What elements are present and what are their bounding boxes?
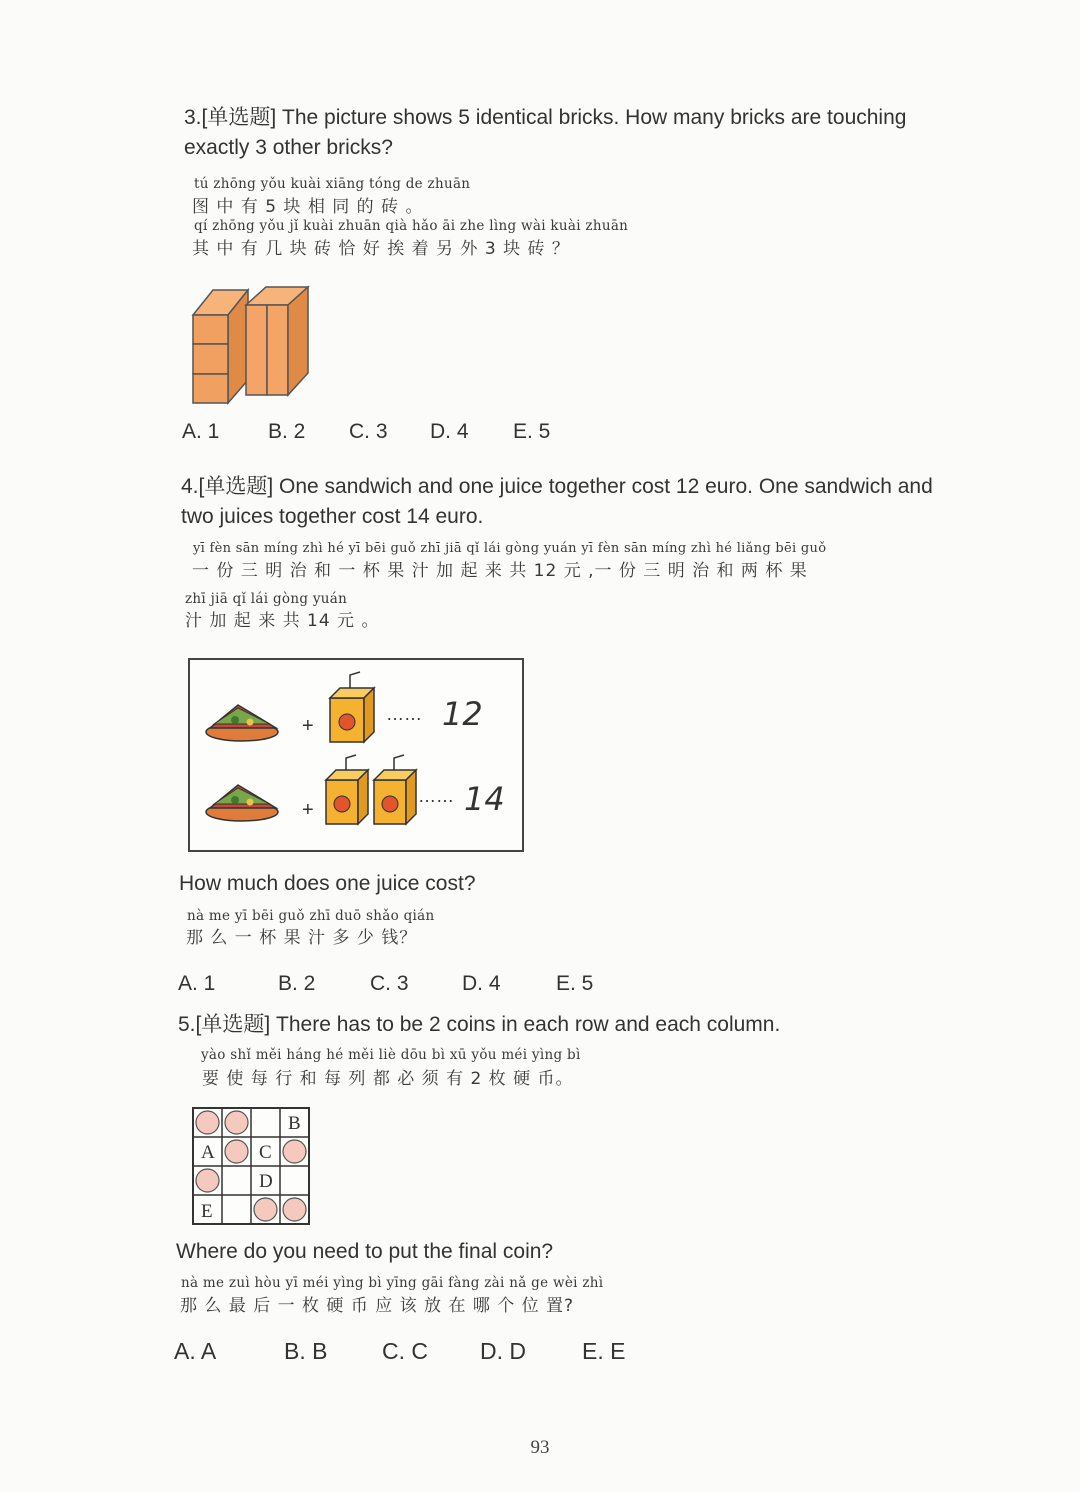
q5-pinyin-line-2: nà me zuì hòu yī méi yìng bì yīng gāi fàng zài nǎ ge wèi zhì — [181, 1275, 604, 1291]
q5-pinyin-line-1: yào shǐ měi háng hé měi liè dōu bì xū yǒu méi yìng bì — [201, 1047, 581, 1063]
brick-3 — [193, 374, 228, 403]
coin — [225, 1111, 248, 1134]
q3-hanzi-line-1: 图 中 有 5 块 相 同 的 砖 。 — [192, 197, 424, 217]
q4-pinyin-line-1: yī fèn sān míng zhì hé yī bēi guǒ zhī jiā qǐ lái gòng yuán yī fèn sān míng zhì hé liǎng bēi guǒ — [193, 541, 827, 556]
q3-pinyin-line-1: tú zhōng yǒu kuài xiāng tóng de zhuān — [194, 176, 471, 192]
page-number: 93 — [530, 1437, 550, 1458]
q4-hanzi-line-3: 那 么 一 杯 果 汁 多 少 钱？ — [186, 928, 418, 948]
dots-1: …… — [386, 704, 422, 724]
bricks-figure — [188, 285, 318, 407]
q5-hanzi-line-2: 那 么 最 后 一 枚 硬 币 应 该 放 在 哪 个 位 置? — [180, 1296, 575, 1316]
grid-label-a[interactable]: A — [201, 1142, 215, 1163]
price-14: 14 — [464, 780, 505, 818]
brick-1 — [193, 315, 228, 344]
q3-option-c[interactable]: C. 3 — [349, 420, 388, 443]
juice-box-icon-3 — [374, 755, 416, 824]
q3-option-d[interactable]: D. 4 — [430, 420, 469, 443]
q4-hanzi-line-2: 汁 加 起 来 共 14 元 。 — [185, 611, 380, 631]
q4-title: 4.[单选题] One sandwich and one juice together cost 12 euro. One sandwich and two juices together cost 14 euro. — [181, 475, 933, 528]
q5-option-d[interactable]: D. D — [480, 1338, 526, 1364]
brick-5 — [267, 305, 288, 395]
q3-pinyin-line-2: qí zhōng yǒu jǐ kuài zhuān qià hǎo āi zhe lìng wài kuài zhuān — [194, 218, 629, 234]
q5-options — [174, 1338, 634, 1370]
price-12: 12 — [442, 695, 483, 733]
dots-2: …… — [418, 786, 454, 806]
q5-option-a[interactable]: A. A — [174, 1338, 217, 1364]
q4-pinyin-line-2: zhī jiā qǐ lái gòng yuán — [185, 591, 348, 607]
q4-option-e[interactable]: E. 5 — [556, 972, 594, 995]
q5-sub-question: Where do you need to put the final coin? — [176, 1240, 554, 1263]
coin — [254, 1198, 277, 1221]
grid-label-b[interactable]: B — [288, 1113, 301, 1134]
q4-option-b[interactable]: B. 2 — [278, 972, 316, 995]
q4-pinyin-line-3: nà me yī bēi guǒ zhī duō shǎo qián — [187, 908, 435, 924]
grid-label-e[interactable]: E — [201, 1201, 213, 1222]
q3-option-a[interactable]: A. 1 — [182, 420, 220, 443]
q3-option-e[interactable]: E. 5 — [513, 420, 551, 443]
q4-options — [178, 972, 608, 1000]
q3-option-b[interactable]: B. 2 — [268, 420, 306, 443]
q3-hanzi-line-2: 其 中 有 几 块 砖 恰 好 挨 着 另 外 3 块 砖 ？ — [192, 239, 570, 259]
grid-label-c[interactable]: C — [259, 1142, 272, 1163]
coin — [225, 1140, 248, 1163]
q4-sub-question: How much does one juice cost? — [179, 872, 476, 895]
juice-box-icon-1 — [330, 672, 374, 742]
brick-4 — [246, 305, 267, 395]
juice-box-icon-2 — [326, 755, 368, 824]
q5-title: 5.[单选题] There has to be 2 coins in each row and each column. — [178, 1013, 781, 1036]
q4-option-a[interactable]: A. 1 — [178, 972, 216, 995]
q5-hanzi-line-1: 要 使 每 行 和 每 列 都 必 须 有 2 枚 硬 币。 — [202, 1069, 574, 1089]
coin-grid — [192, 1107, 312, 1227]
plus-sign-2: + — [302, 799, 314, 821]
sandwich-icon-1 — [206, 705, 278, 741]
q5-option-b[interactable]: B. B — [284, 1338, 328, 1364]
coin — [283, 1140, 306, 1163]
q3-options — [182, 420, 582, 448]
sandwich-icon-2 — [206, 785, 278, 821]
grid-label-d[interactable]: D — [259, 1171, 273, 1192]
q4-option-d[interactable]: D. 4 — [462, 972, 501, 995]
brick-2 — [193, 344, 228, 374]
coin — [283, 1198, 306, 1221]
q4-option-c[interactable]: C. 3 — [370, 972, 409, 995]
q3-title: 3.[单选题] The picture shows 5 identical bricks. How many bricks are touching exactly 3 other bricks? — [184, 106, 907, 159]
coin — [196, 1169, 219, 1192]
coin — [196, 1111, 219, 1134]
q4-hanzi-line-1: 一 份 三 明 治 和 一 杯 果 汁 加 起 来 共 12 元 ,一 份 三 明 治 和 两 杯 果 — [192, 561, 808, 581]
q5-option-e[interactable]: E. E — [582, 1338, 626, 1364]
plus-sign-1: + — [302, 715, 314, 737]
q5-option-c[interactable]: C. C — [382, 1338, 428, 1364]
sandwich-juice-figure — [188, 658, 524, 852]
brick-side-right — [288, 287, 308, 395]
